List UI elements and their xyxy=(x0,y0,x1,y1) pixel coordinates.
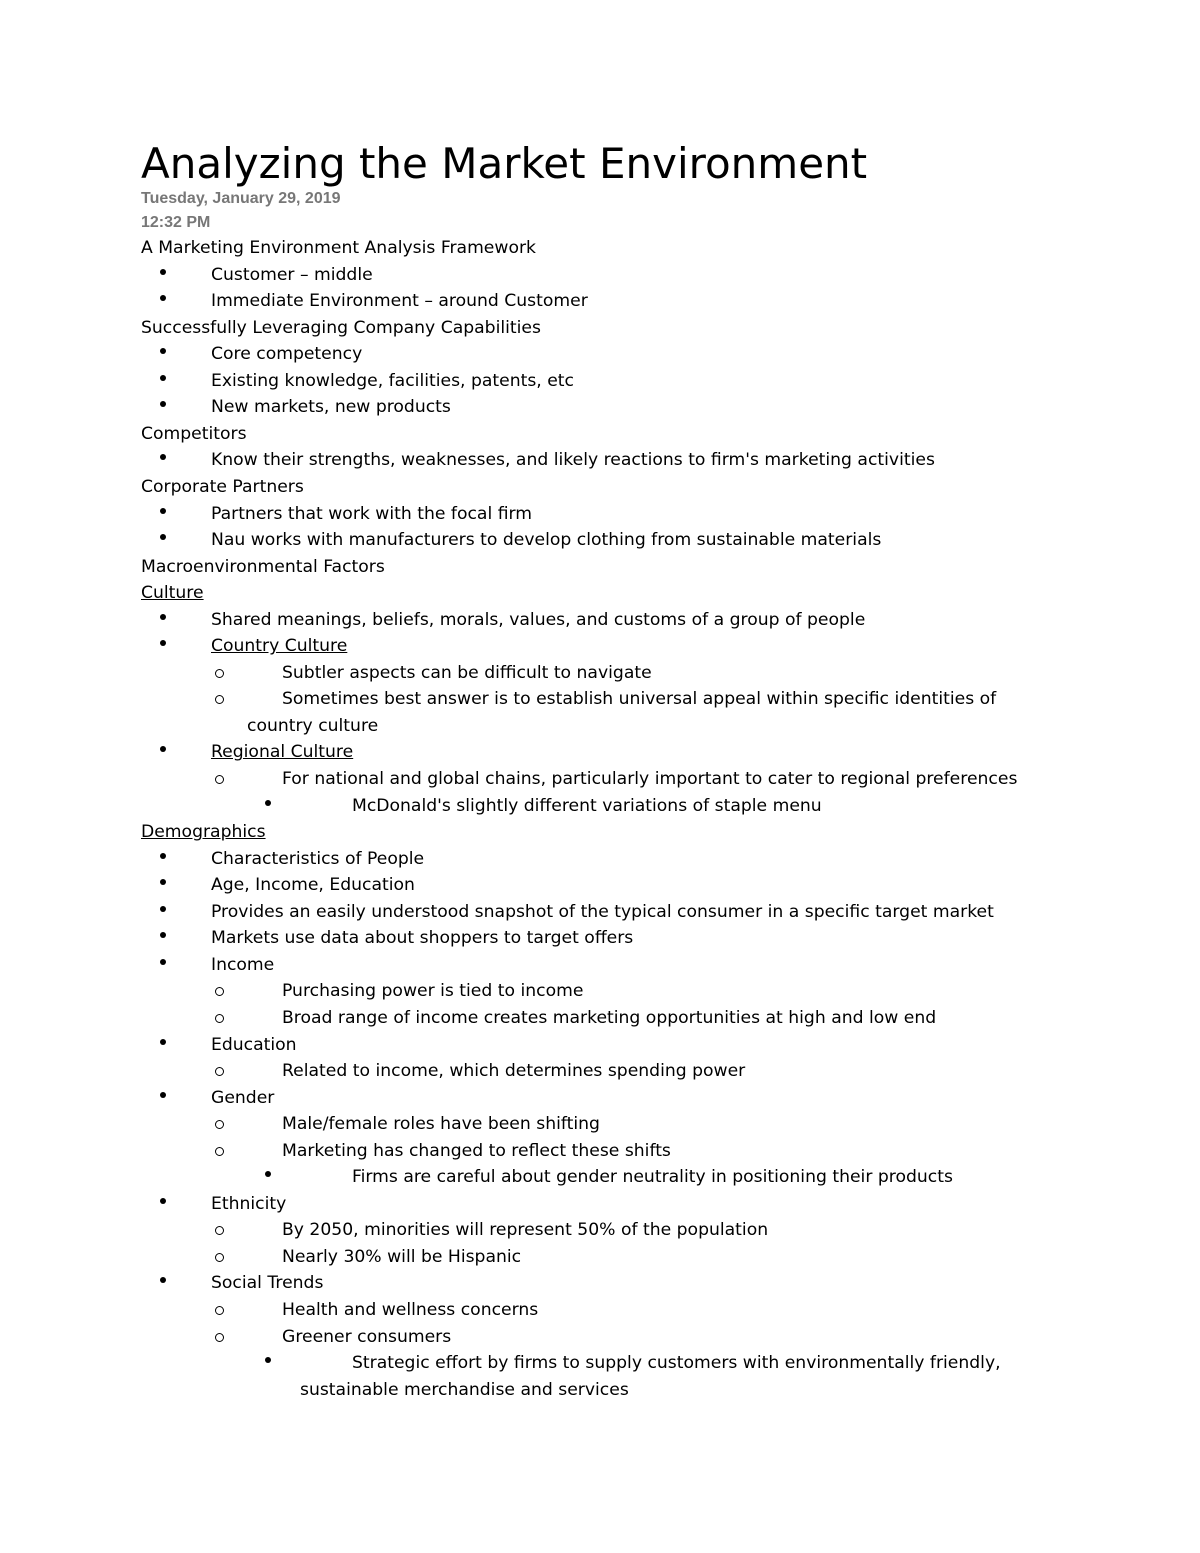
bullet-icon xyxy=(160,1277,166,1283)
section-heading: Competitors xyxy=(141,423,247,444)
bullet-icon xyxy=(265,1357,271,1363)
bullet-icon xyxy=(160,508,166,514)
list-item-text: Provides an easily understood snapshot of the typical consumer in a specific target market xyxy=(211,901,994,922)
list-item-text: Sometimes best answer is to establish universal appeal within specific identities of xyxy=(282,689,997,710)
bullet-icon xyxy=(160,1198,166,1204)
list-item-text: Existing knowledge, facilities, patents, etc xyxy=(211,370,574,391)
list-item-text: Regional Culture xyxy=(211,742,354,763)
list-item-text: Firms are careful about gender neutrality in positioning their products xyxy=(352,1167,953,1188)
section-heading: Successfully Leveraging Company Capabilities xyxy=(141,317,541,338)
section-heading: A Marketing Environment Analysis Framework xyxy=(141,238,536,258)
hollow-bullet-icon xyxy=(215,775,224,784)
bullet-icon xyxy=(160,1092,166,1098)
bullet-icon xyxy=(160,853,166,859)
bullet-icon xyxy=(160,640,166,646)
section-heading: Corporate Partners xyxy=(141,476,304,497)
note-time: 12:32 PM xyxy=(141,214,211,231)
list-item-text: Markets use data about shoppers to target offers xyxy=(211,928,634,949)
list-item-text: Strategic effort by firms to supply customers with environmentally friendly, xyxy=(352,1353,1001,1374)
hollow-bullet-icon xyxy=(215,1306,224,1315)
hollow-bullet-icon xyxy=(215,987,224,996)
list-item-text: Broad range of income creates marketing opportunities at high and low end xyxy=(282,1007,937,1028)
hollow-bullet-icon xyxy=(215,1226,224,1235)
list-item-text: Characteristics of People xyxy=(211,848,425,869)
list-item-text: Greener consumers xyxy=(282,1326,452,1347)
note-date: Tuesday, January 29, 2019 xyxy=(141,190,341,207)
list-item-text: New markets, new products xyxy=(211,397,451,418)
hollow-bullet-icon xyxy=(215,1333,224,1342)
list-item-text: Related to income, which determines spending power xyxy=(282,1061,746,1082)
list-item-text: Immediate Environment – around Customer xyxy=(211,291,588,312)
bullet-icon xyxy=(160,401,166,407)
bullet-icon xyxy=(160,375,166,381)
list-item-text: Country Culture xyxy=(211,636,348,657)
bullet-icon xyxy=(265,800,271,806)
hollow-bullet-icon xyxy=(215,1147,224,1156)
hollow-bullet-icon xyxy=(215,1253,224,1262)
list-item-text: Purchasing power is tied to income xyxy=(282,981,584,1002)
section-heading: Macroenvironmental Factors xyxy=(141,556,385,577)
bullet-icon xyxy=(160,932,166,938)
list-item-text: Shared meanings, beliefs, morals, values, and customs of a group of people xyxy=(211,609,866,630)
bullet-icon xyxy=(160,614,166,620)
list-item-text: Health and wellness concerns xyxy=(282,1300,539,1320)
list-item-text: Male/female roles have been shifting xyxy=(282,1114,600,1135)
list-item-text: Customer – middle xyxy=(211,264,373,285)
hollow-bullet-icon xyxy=(215,695,224,704)
list-item-text: Education xyxy=(211,1034,297,1055)
list-item-text: country culture xyxy=(247,715,379,736)
hollow-bullet-icon xyxy=(215,1120,224,1129)
bullet-icon xyxy=(160,269,166,275)
section-heading: Culture xyxy=(141,583,204,604)
bullet-icon xyxy=(160,959,166,965)
hollow-bullet-icon xyxy=(215,1067,224,1076)
section-heading: Demographics xyxy=(141,822,266,843)
bullet-icon xyxy=(265,1171,271,1177)
list-item-text: Ethnicity xyxy=(211,1193,287,1214)
list-item-text: Nau works with manufacturers to develop clothing from sustainable materials xyxy=(211,530,882,551)
list-item-text: McDonald's slightly different variations of staple menu xyxy=(352,795,822,816)
list-item-text: Income xyxy=(211,954,275,975)
list-item-text: For national and global chains, particularly important to cater to regional preferences xyxy=(282,769,1018,789)
bullet-icon xyxy=(160,879,166,885)
bullet-icon xyxy=(160,295,166,301)
list-item-text: Subtler aspects can be difficult to navigate xyxy=(282,662,652,683)
list-item-text: Partners that work with the focal firm xyxy=(211,503,533,524)
hollow-bullet-icon xyxy=(215,1014,224,1023)
list-item-text: Age, Income, Education xyxy=(211,875,415,896)
list-item-text: Nearly 30% will be Hispanic xyxy=(282,1246,522,1267)
list-item-text: Core competency xyxy=(211,344,363,365)
page-title: Analyzing the Market Environment xyxy=(141,139,868,188)
list-item-text: Know their strengths, weaknesses, and likely reactions to firm's marketing activities xyxy=(211,450,935,471)
list-item-text: Social Trends xyxy=(211,1273,324,1294)
hollow-bullet-icon xyxy=(215,669,224,678)
bullet-icon xyxy=(160,746,166,752)
list-item-text: Marketing has changed to reflect these shifts xyxy=(282,1140,671,1161)
bullet-icon xyxy=(160,906,166,912)
bullet-icon xyxy=(160,534,166,540)
list-item-text: By 2050, minorities will represent 50% of the population xyxy=(282,1220,769,1241)
bullet-icon xyxy=(160,348,166,354)
bullet-icon xyxy=(160,1039,166,1045)
list-item-text: Gender xyxy=(211,1087,275,1108)
list-item-text: sustainable merchandise and services xyxy=(300,1379,629,1400)
bullet-icon xyxy=(160,454,166,460)
